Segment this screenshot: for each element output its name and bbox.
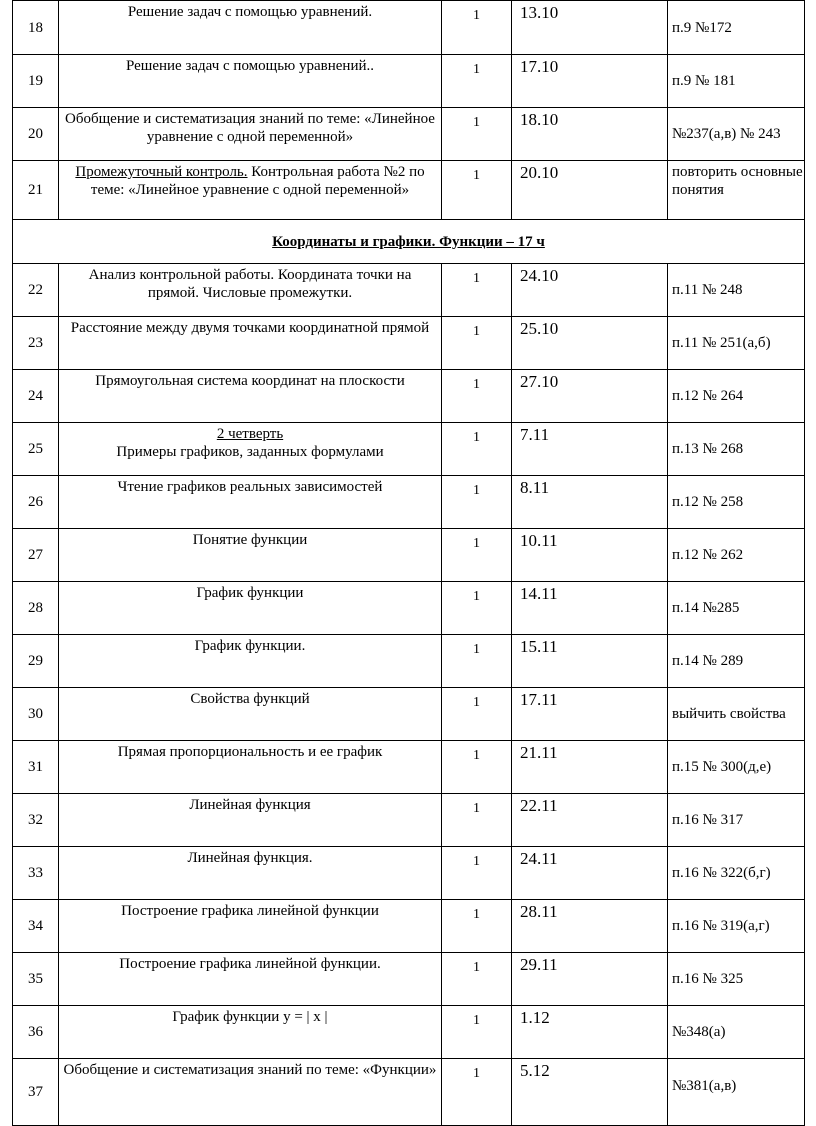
lesson-homework: №348(а) — [668, 1006, 805, 1059]
lesson-topic: Свойства функций — [59, 688, 442, 741]
lesson-date: 5.12 — [512, 1059, 668, 1126]
lesson-homework: п.9 №172 — [668, 1, 805, 55]
lesson-hours: 1 — [442, 55, 512, 108]
lesson-date: 22.11 — [512, 794, 668, 847]
lesson-homework: повторить основные понятия — [668, 161, 805, 220]
lesson-number: 20 — [13, 108, 59, 161]
lesson-hours: 1 — [442, 953, 512, 1006]
lesson-number: 31 — [13, 741, 59, 794]
lesson-number: 23 — [13, 317, 59, 370]
lesson-hours: 1 — [442, 847, 512, 900]
lesson-topic: Обобщение и систематизация знаний по теме: «Функции» — [59, 1059, 442, 1126]
lesson-homework: п.12 № 262 — [668, 529, 805, 582]
lesson-homework: п.16 № 319(а,г) — [668, 900, 805, 953]
table-row — [13, 900, 805, 953]
lesson-topic: Линейная функция — [59, 794, 442, 847]
section-title: Координаты и графики. Функции – 17 ч — [13, 220, 805, 264]
lesson-number: 33 — [13, 847, 59, 900]
lesson-hours: 1 — [442, 1, 512, 55]
lesson-hours: 1 — [442, 108, 512, 161]
lesson-hours: 1 — [442, 423, 512, 476]
lesson-number: 24 — [13, 370, 59, 423]
lesson-hours: 1 — [442, 1059, 512, 1126]
table-row — [13, 794, 805, 847]
section-row — [13, 220, 805, 264]
table-row — [13, 476, 805, 529]
lesson-homework: п.11 № 251(а,б) — [668, 317, 805, 370]
lesson-topic: Расстояние между двумя точками координатной прямой — [59, 317, 442, 370]
lesson-date: 10.11 — [512, 529, 668, 582]
lesson-hours: 1 — [442, 161, 512, 220]
lesson-number: 34 — [13, 900, 59, 953]
lesson-homework: п.12 № 264 — [668, 370, 805, 423]
lesson-number: 30 — [13, 688, 59, 741]
lesson-hours: 1 — [442, 370, 512, 423]
table-row — [13, 108, 805, 161]
lesson-number: 21 — [13, 161, 59, 220]
lesson-topic: Решение задач с помощью уравнений. — [59, 1, 442, 55]
lesson-homework: п.9 № 181 — [668, 55, 805, 108]
table-row — [13, 635, 805, 688]
lesson-homework: п.16 № 317 — [668, 794, 805, 847]
control-label: Промежуточный контроль. — [75, 164, 248, 180]
lesson-date: 13.10 — [512, 1, 668, 55]
lesson-hours: 1 — [442, 794, 512, 847]
lesson-number: 25 — [13, 423, 59, 476]
lesson-homework: п.14 №285 — [668, 582, 805, 635]
lesson-date: 14.11 — [512, 582, 668, 635]
lesson-hours: 1 — [442, 688, 512, 741]
lesson-number: 27 — [13, 529, 59, 582]
lesson-homework: п.14 № 289 — [668, 635, 805, 688]
lesson-homework: п.11 № 248 — [668, 264, 805, 317]
lesson-date: 24.10 — [512, 264, 668, 317]
table-row — [13, 370, 805, 423]
lesson-topic: График функции. — [59, 635, 442, 688]
lesson-date: 15.11 — [512, 635, 668, 688]
lesson-number: 19 — [13, 55, 59, 108]
quarter-label: 2 четверть — [216, 426, 284, 442]
lesson-topic: Прямая пропорциональность и ее график — [59, 741, 442, 794]
lesson-topic: Построение графика линейной функции — [59, 900, 442, 953]
lesson-number: 37 — [13, 1059, 59, 1126]
lesson-homework: п.16 № 325 — [668, 953, 805, 1006]
lesson-hours: 1 — [442, 635, 512, 688]
lesson-topic-text: Контрольная работа №2 по теме: «Линейное уравнение с одной переменной» — [90, 164, 425, 198]
lesson-homework: п.16 № 322(б,г) — [668, 847, 805, 900]
lesson-homework: п.13 № 268 — [668, 423, 805, 476]
lesson-hours: 1 — [442, 1006, 512, 1059]
lesson-homework: п.15 № 300(д,е) — [668, 741, 805, 794]
lesson-homework: выйчить свойства — [668, 688, 805, 741]
lesson-homework: п.12 № 258 — [668, 476, 805, 529]
table-row — [13, 847, 805, 900]
lesson-number: 18 — [13, 1, 59, 55]
lesson-number: 28 — [13, 582, 59, 635]
lesson-number: 36 — [13, 1006, 59, 1059]
lesson-homework: №237(а,в) № 243 — [668, 108, 805, 161]
table-row — [13, 1, 805, 55]
lesson-topic: Понятие функции — [59, 529, 442, 582]
lesson-date: 21.11 — [512, 741, 668, 794]
lesson-number: 29 — [13, 635, 59, 688]
lesson-topic: Линейная функция. — [59, 847, 442, 900]
table-row — [13, 688, 805, 741]
table-row — [13, 582, 805, 635]
lesson-hours: 1 — [442, 529, 512, 582]
lesson-topic — [59, 423, 442, 476]
lesson-date: 25.10 — [512, 317, 668, 370]
lesson-date: 18.10 — [512, 108, 668, 161]
lesson-hours: 1 — [442, 900, 512, 953]
table-row — [13, 741, 805, 794]
lesson-topic: Прямоугольная система координат на плоскости — [59, 370, 442, 423]
lesson-date: 28.11 — [512, 900, 668, 953]
lesson-topic: График функции — [59, 582, 442, 635]
lesson-date: 17.11 — [512, 688, 668, 741]
table-row — [13, 161, 805, 220]
table-row — [13, 1006, 805, 1059]
lesson-hours: 1 — [442, 264, 512, 317]
table-row — [13, 1059, 805, 1126]
lesson-date: 20.10 — [512, 161, 668, 220]
lesson-number: 26 — [13, 476, 59, 529]
lesson-hours: 1 — [442, 582, 512, 635]
lesson-topic — [59, 161, 442, 220]
lesson-topic-text: Примеры графиков, заданных формулами — [116, 444, 384, 460]
lesson-date: 8.11 — [512, 476, 668, 529]
lesson-hours: 1 — [442, 476, 512, 529]
lesson-date: 24.11 — [512, 847, 668, 900]
table-row — [13, 529, 805, 582]
lesson-plan-table — [12, 0, 805, 1126]
lesson-topic: Обобщение и систематизация знаний по теме: «Линейное уравнение с одной переменной» — [59, 108, 442, 161]
table-row — [13, 264, 805, 317]
table-row — [13, 423, 805, 476]
table-row — [13, 953, 805, 1006]
lesson-topic: Построение графика линейной функции. — [59, 953, 442, 1006]
lesson-date: 29.11 — [512, 953, 668, 1006]
table-row — [13, 317, 805, 370]
lesson-number: 22 — [13, 264, 59, 317]
lesson-hours: 1 — [442, 317, 512, 370]
lesson-topic: Решение задач с помощью уравнений.. — [59, 55, 442, 108]
lesson-date: 27.10 — [512, 370, 668, 423]
lesson-homework: №381(а,в) — [668, 1059, 805, 1126]
lesson-date: 7.11 — [512, 423, 668, 476]
lesson-hours: 1 — [442, 741, 512, 794]
lesson-date: 17.10 — [512, 55, 668, 108]
lesson-topic: График функции у = | х | — [59, 1006, 442, 1059]
lesson-date: 1.12 — [512, 1006, 668, 1059]
lesson-number: 32 — [13, 794, 59, 847]
lesson-topic: Чтение графиков реальных зависимостей — [59, 476, 442, 529]
lesson-number: 35 — [13, 953, 59, 1006]
lesson-topic: Анализ контрольной работы. Координата точки на прямой. Числовые промежутки. — [59, 264, 442, 317]
table-row — [13, 55, 805, 108]
